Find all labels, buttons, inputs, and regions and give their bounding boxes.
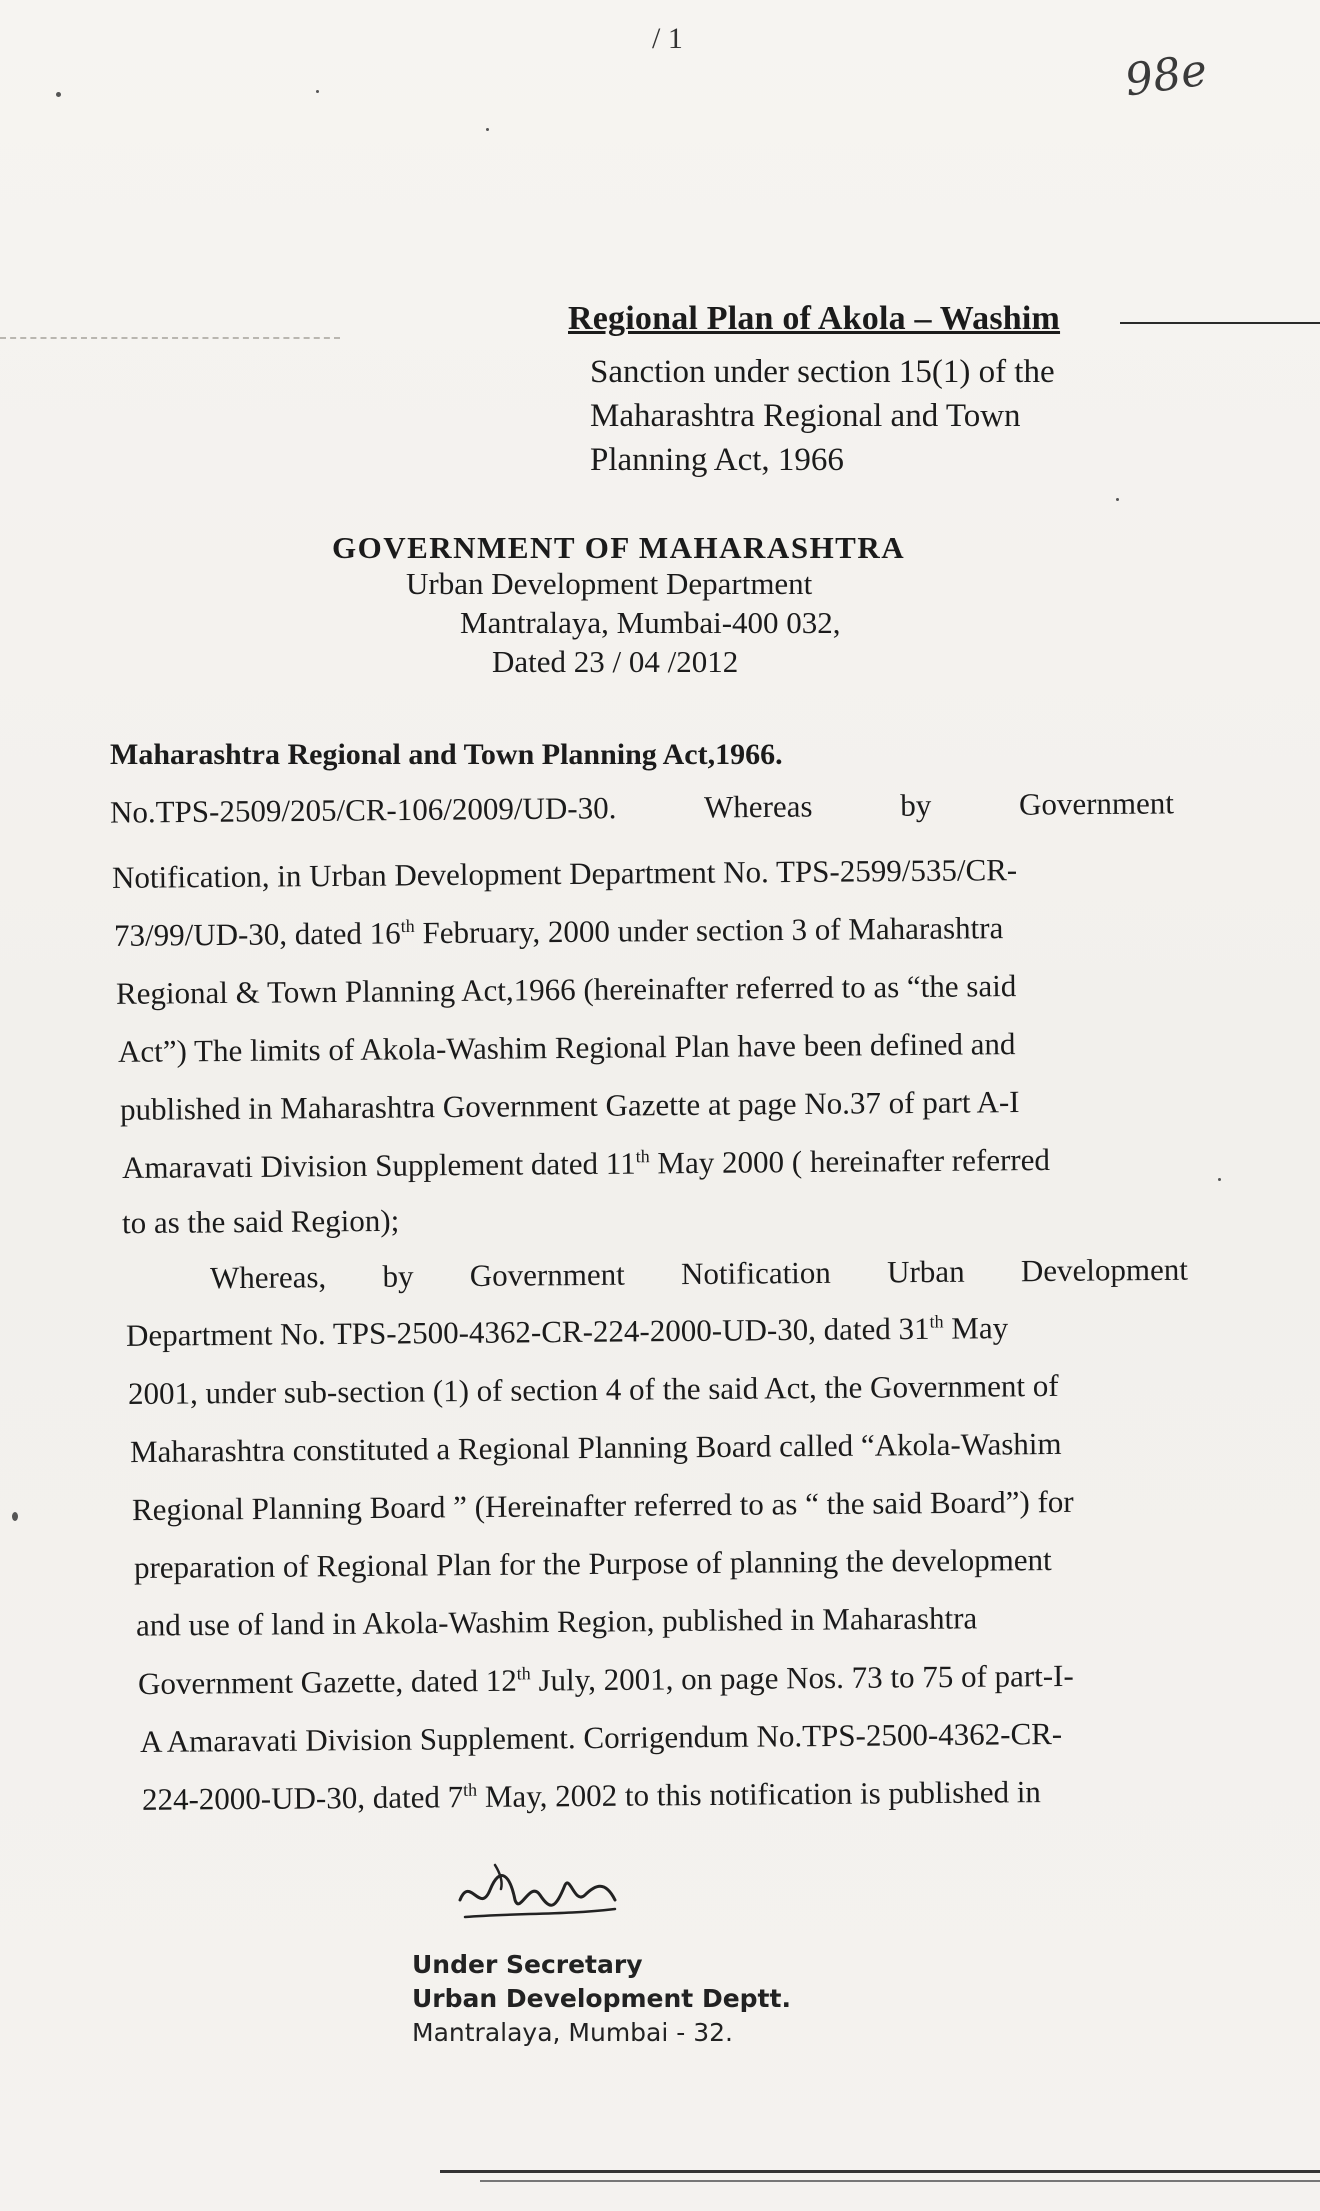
body-text: February, 2000 under section 3 of Maharashtra	[414, 910, 1004, 951]
body-text: May 2000 ( hereinafter referred	[649, 1141, 1051, 1181]
body-word: by	[900, 787, 932, 823]
title-block	[568, 300, 1208, 338]
body-word: Notification	[680, 1254, 831, 1292]
body-line: Notification, in Urban Development Department No. TPS-2599/535/CR-	[111, 852, 1018, 895]
body-text: Amaravati Division Supplement dated 11	[121, 1145, 636, 1186]
government-heading: GOVERNMENT OF MAHARASHTRA	[332, 530, 906, 565]
body-word: Government	[469, 1256, 625, 1293]
body-text: 73/99/UD-30, dated 16	[113, 915, 401, 953]
body-line: published in Maharashtra Government Gazette at page No.37 of part A-I	[119, 1084, 1020, 1127]
scan-speck	[1218, 1178, 1221, 1181]
body-line: and use of land in Akola-Washim Region, published in Maharashtra	[135, 1600, 978, 1643]
stamp-designation: Under Secretary	[412, 1950, 643, 1979]
body-line: preparation of Regional Plan for the Purpose of planning the development	[133, 1541, 1052, 1586]
stamp-address: Mantralaya, Mumbai - 32.	[412, 2018, 733, 2047]
scan-speck	[1116, 498, 1119, 501]
body-word: Development	[1020, 1251, 1189, 1289]
body-text: Government Gazette, dated 12	[137, 1662, 517, 1702]
superscript: th	[635, 1146, 650, 1167]
scan-speck	[56, 92, 61, 97]
stamp-department: Urban Development Deptt.	[412, 1984, 791, 2013]
body-text: May, 2002 to this notification is published in	[477, 1774, 1042, 1814]
body-line	[114, 910, 1004, 954]
sanction-line: Sanction under section 15(1) of the	[590, 354, 1055, 390]
handwritten-signature	[455, 1855, 625, 1930]
body-line	[126, 1310, 1008, 1354]
scan-speck	[316, 90, 319, 93]
document-title: Regional Plan of Akola – Washim	[568, 300, 1061, 337]
sanction-line: Maharashtra Regional and Town	[590, 398, 1021, 434]
notification-number: No.TPS-2509/205/CR-106/2009/UD-30.	[109, 790, 617, 830]
body-word: Government	[1018, 785, 1175, 822]
superscript: th	[516, 1663, 531, 1684]
body-text: May	[943, 1310, 1009, 1346]
bottom-rule	[440, 2170, 1320, 2173]
body-line: Maharashtra constituted a Regional Planning Board called “Akola-Washim	[129, 1425, 1062, 1470]
title-rule	[1120, 322, 1320, 324]
sanction-note	[590, 350, 1230, 482]
body-line	[138, 1658, 1074, 1702]
sanction-line: Planning Act, 1966	[590, 442, 844, 478]
body-line: Regional & Town Planning Act,1966 (hereinafter referred to as “the said	[115, 968, 1017, 1011]
body-text: July, 2001, on page Nos. 73 to 75 of part-I-	[530, 1657, 1074, 1698]
body-line: A Amaravati Division Supplement. Corrigendum No.TPS-2500-4362-CR-	[139, 1715, 1063, 1760]
body-word: Urban	[886, 1253, 965, 1290]
department-address: Mantralaya, Mumbai-400 032,	[460, 605, 841, 640]
superscript: th	[400, 915, 415, 937]
page-number-mark: / 1	[652, 22, 683, 55]
body-line: to as the said Region);	[121, 1202, 400, 1241]
scan-speck	[12, 1512, 18, 1521]
body-line	[122, 1142, 1050, 1186]
body-word: Whereas	[703, 788, 813, 825]
superscript: th	[929, 1311, 944, 1332]
document-date: Dated 23 / 04 /2012	[492, 644, 739, 679]
body-line: 2001, under sub-section (1) of section 4 of the said Act, the Government of	[127, 1367, 1059, 1412]
act-heading: Maharashtra Regional and Town Planning Act,1966.	[110, 738, 783, 771]
bottom-rule-secondary	[480, 2180, 1320, 2182]
handwritten-page-number: 98e	[1121, 44, 1211, 107]
dashed-rule	[0, 337, 340, 339]
body-word: Whereas,	[209, 1259, 327, 1296]
body-line	[110, 785, 1174, 830]
scan-speck	[486, 128, 489, 131]
body-line: Regional Planning Board ” (Hereinafter referred to as “ the said Board”) for	[131, 1483, 1074, 1528]
body-text: 224-2000-UD-30, dated 7	[141, 1779, 464, 1817]
body-line: Act”) The limits of Akola-Washim Regional Plan have been defined and	[117, 1026, 1016, 1069]
official-stamp	[412, 1948, 791, 2050]
body-line	[142, 1774, 1041, 1818]
body-line	[210, 1252, 1188, 1297]
department-name: Urban Development Department	[406, 566, 813, 601]
superscript: th	[462, 1779, 478, 1800]
body-text: Department No. TPS-2500-4362-CR-224-2000-UD-30, dated 31	[125, 1310, 930, 1353]
body-word: by	[382, 1258, 414, 1294]
